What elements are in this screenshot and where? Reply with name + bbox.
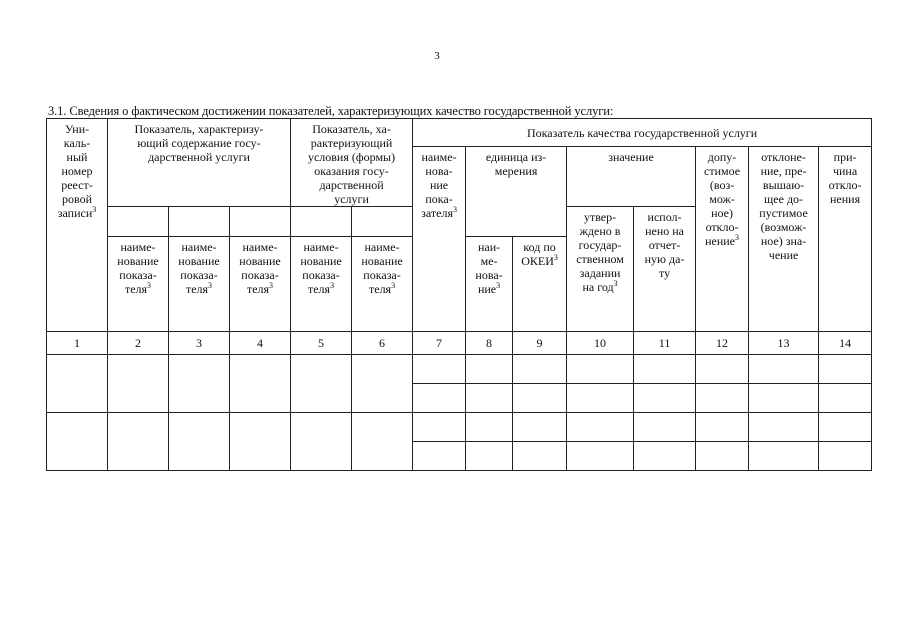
- data-cell[interactable]: [567, 384, 634, 413]
- column-number: 6: [352, 332, 413, 355]
- header-blank-cell: [108, 207, 169, 237]
- data-cell[interactable]: [413, 413, 466, 442]
- data-cell[interactable]: [47, 413, 108, 471]
- column-number: 10: [567, 332, 634, 355]
- data-cell[interactable]: [696, 384, 749, 413]
- data-cell[interactable]: [352, 355, 413, 413]
- data-cell[interactable]: [634, 442, 696, 471]
- data-cell[interactable]: [466, 355, 513, 384]
- column-number: 4: [230, 332, 291, 355]
- data-cell[interactable]: [291, 355, 352, 413]
- data-cell[interactable]: [749, 384, 819, 413]
- header-unique-record-number: Уни- каль- ный номер реест- ровой записи$^3$: [47, 119, 108, 332]
- header-content-indicator-group: Показатель, характеризу- ющий содержание госу- дарственной услуги: [108, 119, 291, 207]
- header-sub-indicator-name: наиме- нование показа- теля$^3$: [230, 237, 291, 332]
- data-cell[interactable]: [466, 384, 513, 413]
- header-quality-indicator-group: Показатель качества государственной услуги: [413, 119, 872, 147]
- data-cell[interactable]: [819, 355, 872, 384]
- table-row: [47, 413, 872, 442]
- header-sub-indicator-name: наиме- нование показа- теля$^3$: [169, 237, 230, 332]
- data-cell[interactable]: [567, 442, 634, 471]
- header-allowed-deviation: допу- стимое (воз- мож- ное) откло- нение$^3$: [696, 147, 749, 332]
- data-cell[interactable]: [466, 442, 513, 471]
- page-number: 3: [434, 50, 440, 62]
- column-number: 11: [634, 332, 696, 355]
- data-cell[interactable]: [352, 413, 413, 471]
- header-sub-indicator-name: наиме- нование показа- теля$^3$: [352, 237, 413, 332]
- section-heading: 3.1. Сведения о фактическом достижении показателей, характеризующих качество государственной услуги:: [48, 104, 614, 118]
- data-cell[interactable]: [47, 355, 108, 413]
- data-cell[interactable]: [513, 442, 567, 471]
- header-unit-of-measure: единица из- мерения: [466, 147, 567, 237]
- data-cell[interactable]: [819, 442, 872, 471]
- data-cell[interactable]: [749, 355, 819, 384]
- data-cell[interactable]: [634, 413, 696, 442]
- data-cell[interactable]: [819, 384, 872, 413]
- column-number: 1: [47, 332, 108, 355]
- header-sub-indicator-name: наиме- нование показа- теля$^3$: [291, 237, 352, 332]
- data-cell[interactable]: [413, 355, 466, 384]
- header-executed-value: испол- нено на отчет- ную да- ту: [634, 207, 696, 332]
- column-number: 14: [819, 332, 872, 355]
- data-cell[interactable]: [696, 442, 749, 471]
- data-cell[interactable]: [513, 355, 567, 384]
- table-row: [47, 355, 872, 384]
- header-blank-cell: [352, 207, 413, 237]
- column-number: 13: [749, 332, 819, 355]
- column-number: 9: [513, 332, 567, 355]
- header-value: значение: [567, 147, 696, 207]
- header-approved-value: утвер- ждено в государ- ственном задании на год$^3$: [567, 207, 634, 332]
- header-blank-cell: [291, 207, 352, 237]
- data-cell[interactable]: [230, 413, 291, 471]
- data-cell[interactable]: [108, 355, 169, 413]
- data-cell[interactable]: [567, 355, 634, 384]
- column-number: 2: [108, 332, 169, 355]
- data-cell[interactable]: [749, 442, 819, 471]
- data-cell[interactable]: [634, 355, 696, 384]
- column-number: 8: [466, 332, 513, 355]
- data-cell[interactable]: [696, 355, 749, 384]
- data-cell[interactable]: [230, 355, 291, 413]
- column-number: 3: [169, 332, 230, 355]
- data-cell[interactable]: [413, 384, 466, 413]
- data-cell[interactable]: [413, 442, 466, 471]
- header-exceeding-deviation: отклоне- ние, пре- вышаю- щее до- пустимое (возмож- ное) зна- чение: [749, 147, 819, 332]
- data-cell[interactable]: [749, 413, 819, 442]
- header-blank-cell: [169, 207, 230, 237]
- data-cell[interactable]: [108, 413, 169, 471]
- data-cell[interactable]: [819, 413, 872, 442]
- data-cell[interactable]: [696, 413, 749, 442]
- header-okei-code: код по ОКЕИ$^3$: [513, 237, 567, 332]
- header-indicator-name: наиме- нова- ние пока- зателя$^3$: [413, 147, 466, 332]
- data-cell[interactable]: [567, 413, 634, 442]
- quality-indicators-table: [46, 118, 872, 471]
- header-blank-cell: [230, 207, 291, 237]
- header-sub-indicator-name: наиме- нование показа- теля$^3$: [108, 237, 169, 332]
- header-unit-name: наи- ме- нова- ние$^3$: [466, 237, 513, 332]
- column-number: 12: [696, 332, 749, 355]
- data-cell[interactable]: [169, 413, 230, 471]
- data-cell[interactable]: [513, 413, 567, 442]
- data-cell[interactable]: [634, 384, 696, 413]
- column-number: 7: [413, 332, 466, 355]
- data-cell[interactable]: [513, 384, 567, 413]
- header-deviation-reason: при- чина откло- нения: [819, 147, 872, 332]
- data-cell[interactable]: [291, 413, 352, 471]
- data-cell[interactable]: [169, 355, 230, 413]
- header-conditions-indicator-group: Показатель, ха- рактеризующий условия (формы) оказания госу- дарственной услуги: [291, 119, 413, 207]
- data-cell[interactable]: [466, 413, 513, 442]
- column-number: 5: [291, 332, 352, 355]
